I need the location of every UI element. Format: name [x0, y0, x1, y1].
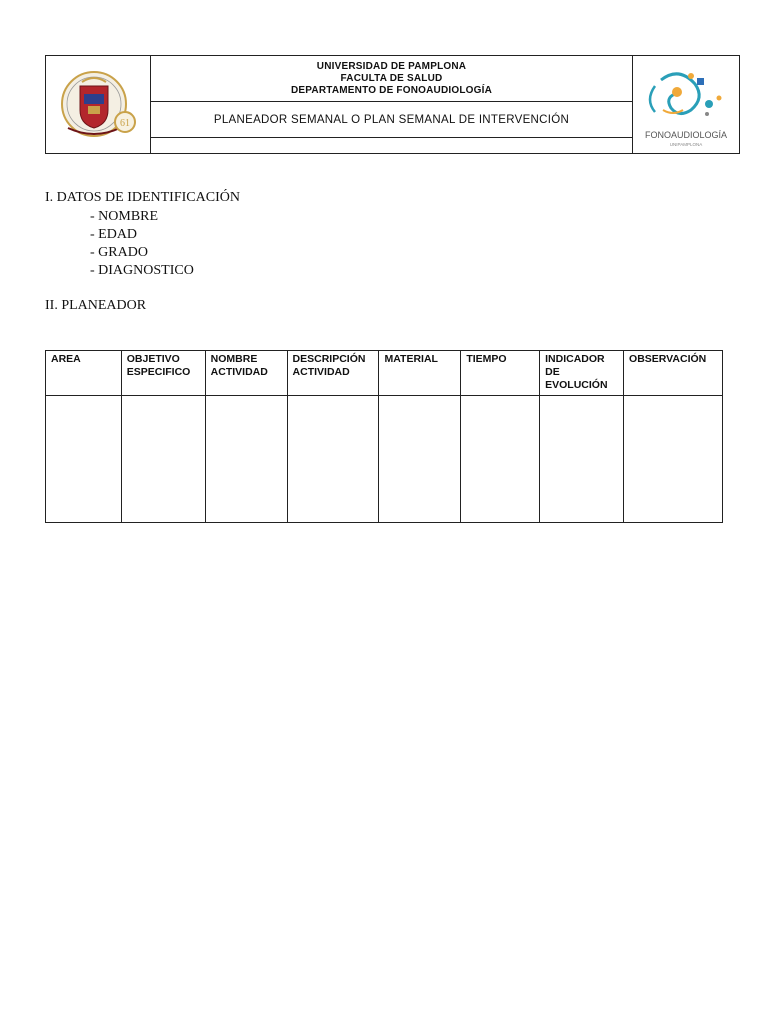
logo-text: FONOAUDIOLOGÍA	[644, 130, 728, 140]
column-header-material: MATERIAL	[379, 351, 461, 396]
table-cell-time[interactable]	[461, 396, 540, 523]
table-cell-activity-name[interactable]	[205, 396, 287, 523]
list-item-grade: - GRADO	[90, 245, 148, 260]
table-cell-evolution-indicator[interactable]	[540, 396, 624, 523]
planner-section-title: II. PLANEADOR	[45, 298, 147, 313]
document-header	[45, 55, 740, 154]
column-header-time: TIEMPO	[461, 351, 540, 396]
department-name: DEPARTAMENTO DE FONOAUDIOLOGÍA	[291, 85, 492, 96]
svg-text:61: 61	[120, 118, 130, 129]
list-item-age: - EDAD	[90, 227, 138, 242]
table-cell-activity-description[interactable]	[287, 396, 379, 523]
column-header-activity-description: DESCRIPCIÓN ACTIVIDAD	[287, 351, 379, 396]
list-item-diagnosis: - DIAGNOSTICO	[90, 263, 194, 278]
university-seal-icon	[46, 56, 150, 153]
fonoaudiologia-logo-icon	[633, 56, 739, 153]
column-header-evolution-indicator: INDICADOR DE EVOLUCIÓN	[540, 351, 624, 396]
table-cell-observation[interactable]	[624, 396, 723, 523]
logo-subtext: UNIPAMPLONA	[669, 142, 703, 147]
table-row	[46, 396, 723, 523]
list-item-name: - NOMBRE	[90, 209, 159, 224]
table-header-row	[46, 351, 723, 396]
header-center	[150, 56, 633, 153]
identification-section-title: I. DATOS DE IDENTIFICACIÓN	[45, 190, 240, 205]
column-header-area: AREA	[46, 351, 122, 396]
planner-table	[45, 350, 723, 523]
table-cell-material[interactable]	[379, 396, 461, 523]
table-cell-objective[interactable]	[121, 396, 205, 523]
faculty-name: FACULTA DE SALUD	[340, 73, 443, 84]
table-cell-area[interactable]	[46, 396, 122, 523]
university-name: UNIVERSIDAD DE PAMPLONA	[316, 61, 467, 72]
column-header-objective: OBJETIVO ESPECIFICO	[121, 351, 205, 396]
right-logo-cell	[632, 56, 739, 153]
column-header-activity-name: NOMBRE ACTIVIDAD	[205, 351, 287, 396]
institution-block	[150, 56, 633, 102]
identification-list	[90, 208, 194, 280]
column-header-observation: OBSERVACIÓN	[624, 351, 723, 396]
left-logo-cell	[46, 56, 151, 153]
document-title: PLANEADOR SEMANAL O PLAN SEMANAL DE INTERVENCIÓN	[150, 103, 633, 138]
